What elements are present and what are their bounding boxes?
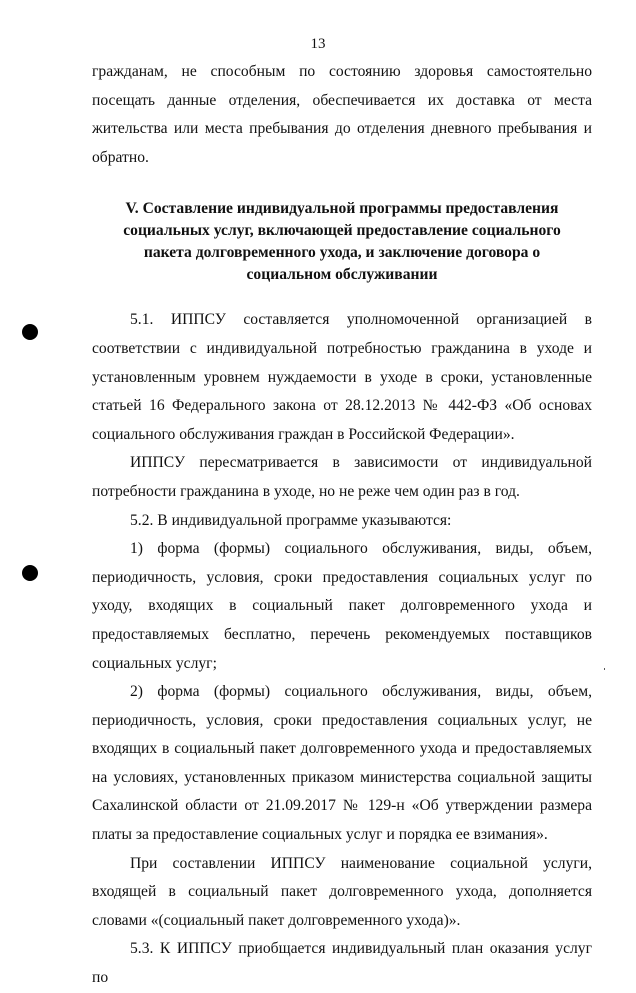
- paragraph: При составлении ИППСУ наименование социальной услуги, входящей в социальный пакет долговременного ухода, дополняется словами «(социальный пакет долговременного ухода)».: [92, 854, 592, 929]
- punch-hole-mark: [22, 565, 38, 581]
- paragraph: 5.1. ИППСУ составляется уполномоченной организацией в соответствии с индивидуальной потребностью гражданина в уходе и установленным уровнем нуждаемости в уходе в сроки, установленные статьей 16 Федерального закона от 28.12.2013 № 442-ФЗ «Об основах социального обслуживания граждан в Российской Федерации».: [92, 311, 592, 443]
- paragraph: гражданам, не способным по состоянию здоровья самостоятельно посещать данные отделения, обеспечивается их доставка от места жительства или места пребывания до отделения дневного пребывания и обратно.: [92, 63, 592, 166]
- page-number: 13: [310, 36, 326, 52]
- paragraph: 5.3. К ИППСУ приобщается индивидуальный план оказания услуг по: [92, 940, 592, 987]
- section-heading: V. Составление индивидуальной программы предоставления социальных услуг, включающей предоставление социального пакета долговременного ухода, и заключение договора о социальном обслуживании: [123, 200, 561, 284]
- paragraph: ИППСУ пересматривается в зависимости от индивидуальной потребности гражданина в уходе, но не реже чем один раз в год.: [92, 454, 592, 500]
- scan-speck: [604, 668, 605, 670]
- paragraph: 5.2. В индивидуальной программе указываются:: [130, 511, 452, 529]
- list-item: 1) форма (формы) социального обслуживания, виды, объем, периодичность, условия, сроки предоставления социальных услуг по уходу, входящих в социальный пакет долговременного ухода и предоставляемых бесплатно, перечень рекомендуемых поставщиков социальных услуг;: [92, 540, 592, 672]
- punch-hole-mark: [22, 324, 38, 340]
- list-item: 2) форма (формы) социального обслуживания, виды, объем, периодичность, условия, сроки предоставления социальных услуг, не входящих в социальный пакет долговременного ухода и предоставляемых на условиях, установленных приказом министерства социальной защиты Сахалинской области от 21.09.2017 № 129-н «Об утверждении размера платы за предоставление социальных услуг и порядка ее взимания».: [92, 683, 592, 844]
- document-body: [92, 58, 592, 993]
